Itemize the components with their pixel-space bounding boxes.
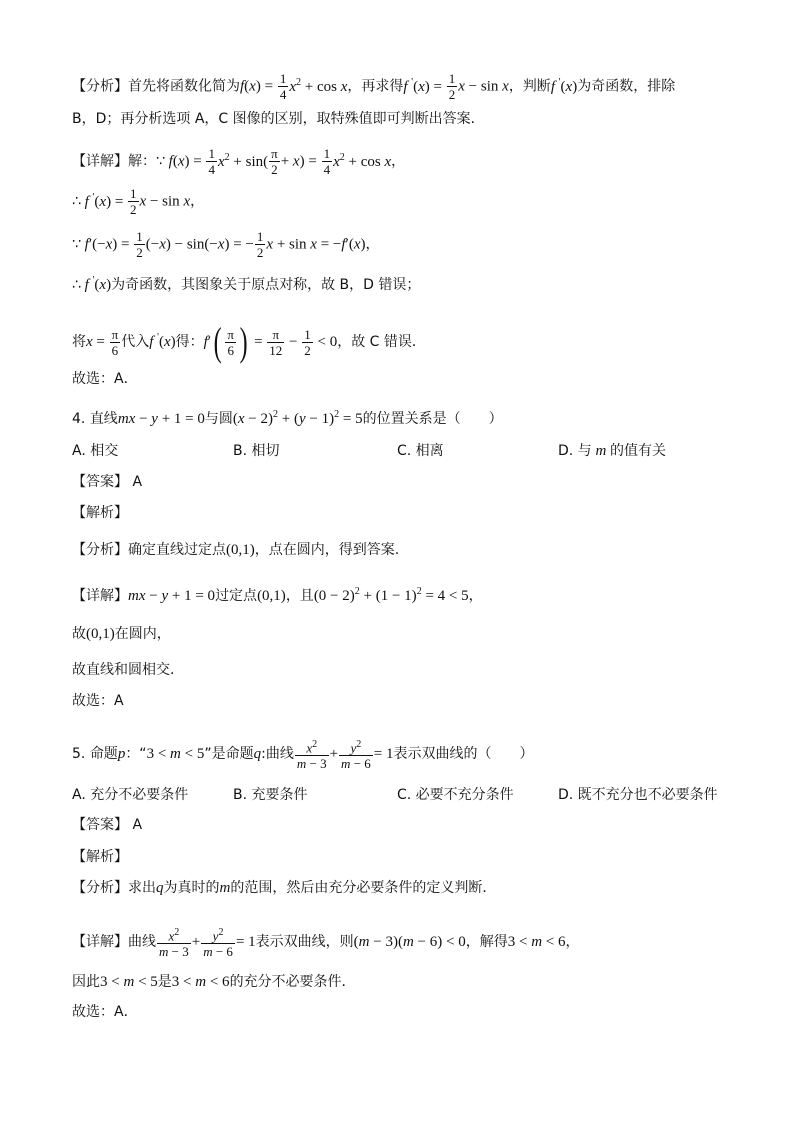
q4-option-b[interactable]: B. 相切	[233, 443, 280, 459]
question-number: 5.	[72, 746, 86, 763]
q5-option-c[interactable]: C. 必要不充分条件	[397, 787, 514, 803]
q5-option-d[interactable]: D. 既不充分也不必要条件	[558, 787, 718, 803]
q3-choose: 故选：A．	[72, 371, 138, 387]
q5-choose: 故选：A．	[72, 1004, 138, 1020]
q3-detail-line5: 将x = $\frac{\pi}{6}$ 代入f '(x)得：f′( $\frac{\pi}{6}$ ) = $\frac{\pi}{12}$ − $\frac{1}{2}$ < 0，故 C 错误．	[72, 319, 426, 364]
q4-choose: 故选：A	[72, 693, 124, 709]
q3-analysis-line1: 【分析】首先将函数化简为f(x) = $\frac{1}{4}$ $x^2 + \cos x$，再求得f '(x) = $\frac{1}{2}$ x − sin x，判断f '(x)为奇函数，排除	[72, 71, 676, 102]
q3-detail-line2: ∴ f '(x) = $\frac{1}{2}$ x − sin x，	[72, 186, 205, 217]
q5-option-b[interactable]: B. 充要条件	[233, 787, 308, 803]
q5-option-a[interactable]: A. 充分不必要条件	[72, 787, 189, 803]
q4-option-d[interactable]: D. 与 m 的值有关	[558, 443, 667, 459]
q5-analysis: 【分析】求出q为真时的m的范围，然后由充分必要条件的定义判断．	[72, 880, 497, 896]
q5-therefore: 因此3 < m < 5是3 < m < 6的充分不必要条件．	[72, 974, 356, 990]
question-number: 4.	[72, 411, 86, 427]
q3-detail-line4: ∴ f '(x)为奇函数，其图象关于原点对称，故 B，D 错误；	[72, 275, 421, 293]
q4-inside: 故(0,1)在圆内，	[72, 626, 171, 642]
q5-answer: 【答案】 A	[72, 817, 143, 833]
q5-jiexi-tag: 【解析】	[72, 849, 128, 865]
answer-tag: 【答案】	[72, 817, 128, 833]
q4-answer: 【答案】 A	[72, 474, 143, 490]
q5-stem: 5. 命题p：“3 < m < 5”是命题q:曲线 $\frac{x^2}{m - 3}$ + $\frac{y^2}{m - 6}$ = 1表示双曲线的（ ）	[72, 739, 534, 772]
q3-detail-line3: ∵ f′(−x) = $\frac{1}{2}$ (−x) − sin(−x) = − $\frac{1}{2}$ x + sin x = −f′(x)，	[72, 229, 380, 260]
q4-jiexi-tag: 【解析】	[72, 505, 128, 521]
q3-detail-line1: 【详解】解：∵ f(x) = $\frac{1}{4}$ $x^2 + \sin$( $\frac{\pi}{2}$ + x) = $\frac{1}{4}$ $x^2 + \cos x$，	[72, 146, 406, 177]
q4-option-a[interactable]: A. 相交	[72, 443, 119, 459]
analysis-tag: 【分析】	[72, 78, 128, 95]
detail-tag: 【详解】	[72, 153, 128, 170]
q4-detail: 【详解】mx − y + 1 = 0过定点(0,1)，且$(0 - 2)^2 + (1 - 1)^2 = 4 < 5$，	[72, 586, 483, 604]
q4-option-c[interactable]: C. 相离	[397, 443, 444, 459]
answer-tag: 【答案】	[72, 474, 128, 490]
q3-analysis-line2: B，D；再分析选项 A，C 图像的区别，取特殊值即可判断出答案．	[72, 111, 485, 127]
q4-conclusion: 故直线和圆相交.	[72, 662, 175, 678]
q4-analysis: 【分析】确定直线过定点(0,1)，点在圆内，得到答案.	[72, 542, 400, 558]
q5-detail: 【详解】曲线 $\frac{x^2}{m - 3}$ + $\frac{y^2}{m - 6}$ = 1表示双曲线，则(m − 3)(m − 6) < 0，解得3 < m < 6，	[72, 927, 580, 960]
q4-stem: 4. 直线mx − y + 1 = 0与圆$(x - 2)^2 + (y - 1)^2 = 5$的位置关系是（ ）	[72, 409, 503, 427]
